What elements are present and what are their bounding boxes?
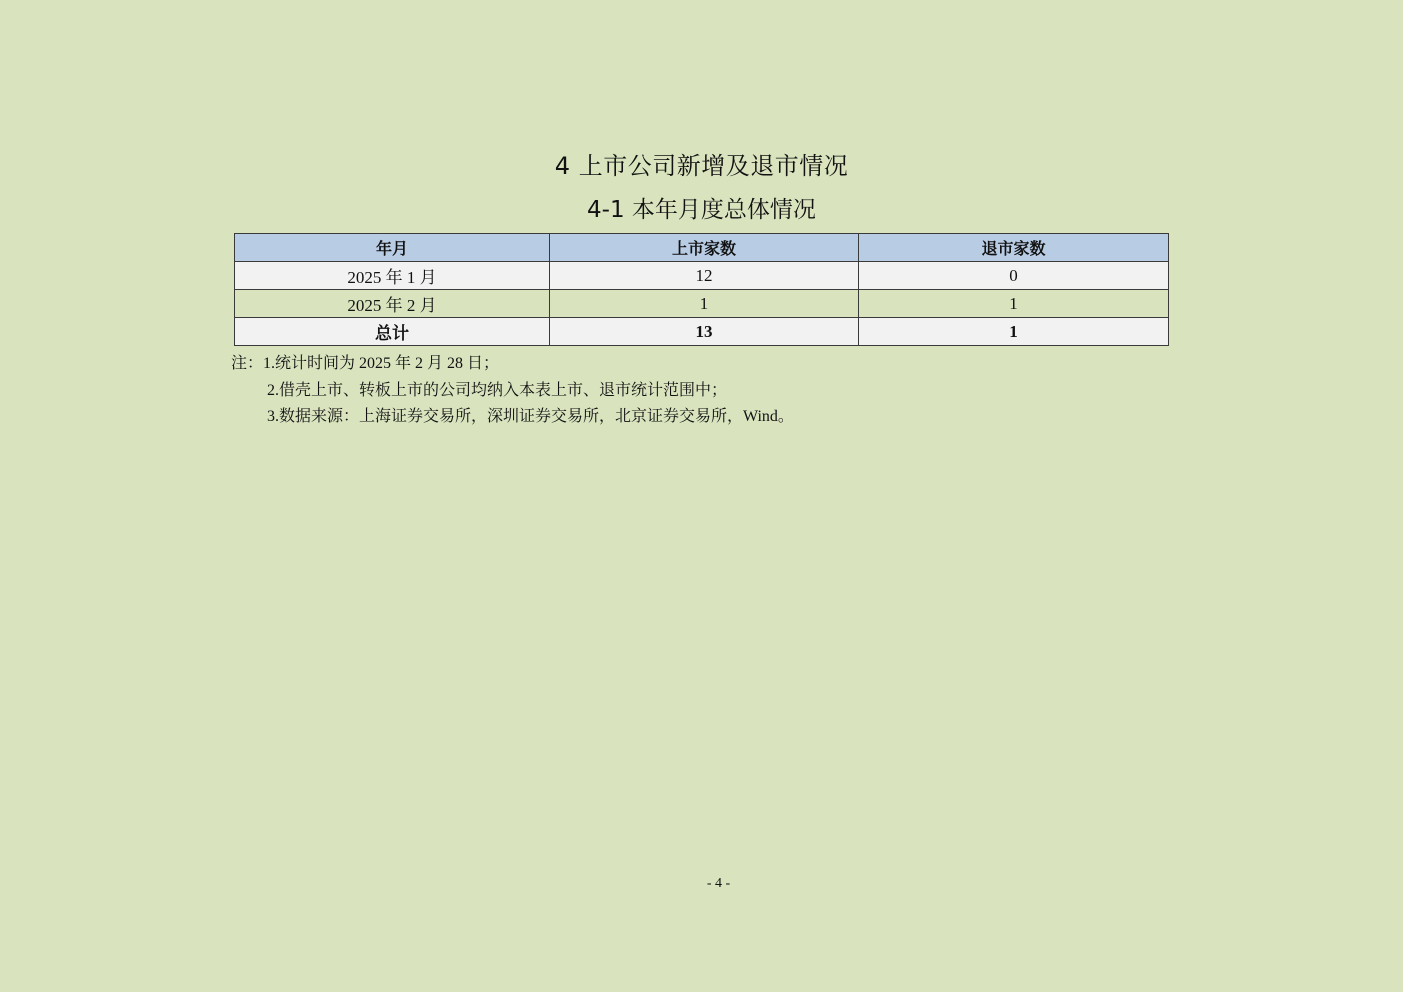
table-title: 4-1 本年月度总体情况 (587, 197, 816, 223)
page-number: - 4 - (706, 876, 731, 891)
header-delisted-count: 退市家数 (859, 234, 1169, 262)
cell-delisted-count: 0 (859, 262, 1169, 290)
table-notes (231, 351, 794, 431)
cell-listed-count: 1 (550, 290, 859, 318)
cell-delisted-count: 1 (859, 290, 1169, 318)
cell-year-month: 2025 年 1 月 (235, 262, 550, 290)
header-listed-count: 上市家数 (550, 234, 859, 262)
cell-total-label: 总计 (235, 318, 550, 346)
table-row (235, 262, 1169, 290)
cell-total-listed: 13 (550, 318, 859, 346)
table-row (235, 290, 1169, 318)
section-title: 4 上市公司新增及退市情况 (554, 152, 849, 180)
header-year-month: 年月 (235, 234, 550, 262)
table-header-row (235, 234, 1169, 262)
note-line: 2.借壳上市、转板上市的公司均纳入本表上市、退市统计范围中； (267, 381, 728, 399)
cell-listed-count: 12 (550, 262, 859, 290)
table-total-row (235, 318, 1169, 346)
cell-year-month: 2025 年 2 月 (235, 290, 550, 318)
note-line: 3.数据来源：上海证券交易所，深圳证券交易所，北京证券交易所，Wind。 (267, 408, 794, 425)
monthly-listing-table (234, 233, 1169, 346)
cell-total-delisted: 1 (859, 318, 1169, 346)
note-line: 注：1.统计时间为 2025 年 2 月 28 日； (231, 355, 500, 372)
